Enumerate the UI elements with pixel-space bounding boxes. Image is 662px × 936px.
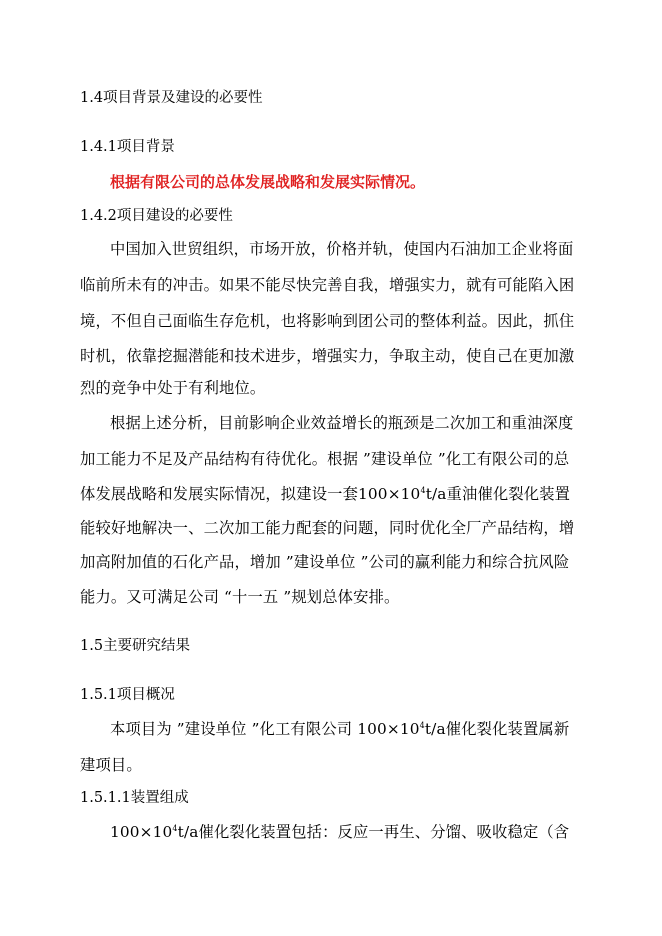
paragraph-4-line-1-part-a: 100×10 <box>110 823 173 841</box>
paragraph-2-line-1: 根据上述分析，目前影响企业效益增长的瓶颈是二次加工和重油深度 <box>110 414 574 432</box>
paragraph-2-line-3 <box>80 484 580 504</box>
paragraph-1-line-3: 境，不但自己面临生存危机，也将影响到团公司的整体利益。因此，抓住 <box>80 312 575 330</box>
paragraph-2-line-3-part-a: 体发展战略和发展实际情况，拟建设一套100×10 <box>80 485 421 503</box>
section-heading-1-4-2: 1.4.2项目建设的必要性 <box>80 208 233 224</box>
section-heading-1-4: 1.4项目背景及建设的必要性 <box>80 90 263 106</box>
section-heading-1-5: 1.5主要研究结果 <box>80 638 191 654</box>
paragraph-2-line-2: 加工能力不足及产品结构有待优化。根据 ”建设单位 ”化工有限公司的总 <box>80 450 570 468</box>
background-highlight-text: 根据有限公司的总体发展战略和发展实际情况。 <box>110 173 426 191</box>
paragraph-3-line-1-part-a: 本项目为 ”建设单位 ”化工有限公司 100×10 <box>110 720 420 738</box>
paragraph-4-line-1-part-b: t/a催化裂化装置包括：反应一再生、分馏、吸收稳定（含 <box>177 823 570 841</box>
paragraph-3-line-2: 建项目。 <box>80 756 142 774</box>
paragraph-2-line-5: 加高附加值的石化产品，增加 ”建设单位 ”公司的赢利能力和综合抗风险 <box>80 553 570 571</box>
section-heading-1-5-1-1: 1.5.1.1装置组成 <box>80 790 189 806</box>
paragraph-2-line-3-part-b: t/a重油催化裂化装置 <box>425 485 571 503</box>
paragraph-1-line-2: 临前所未有的冲击。如果不能尽快完善自我，增强实力，就有可能陷入困 <box>80 276 575 294</box>
section-heading-1-5-1: 1.5.1项目概况 <box>80 687 175 703</box>
section-heading-1-4-1: 1.4.1项目背景 <box>80 139 175 155</box>
paragraph-2-line-3-superscript: 4 <box>420 485 426 495</box>
paragraph-4-line-1 <box>110 822 610 842</box>
paragraph-3-line-1-superscript: 4 <box>419 720 425 730</box>
paragraph-2-line-6: 能力。又可满足公司 “十一五 ”规划总体安排。 <box>80 588 400 606</box>
paragraph-2-line-4: 能较好地解决一、二次加工能力配套的问题，同时优化全厂产品结构，增 <box>80 519 575 537</box>
paragraph-1-line-4: 时机，依靠挖掘潜能和技术进步，增强实力，争取主动，使自己在更加激 <box>80 347 575 365</box>
paragraph-1-line-1: 中国加入世贸组织，市场开放，价格并轨，使国内石油加工企业将面 <box>110 240 574 258</box>
paragraph-3-line-1-part-b: t/a催化裂化装置属新 <box>424 720 570 738</box>
paragraph-3-line-1 <box>110 719 610 739</box>
paragraph-4-line-1-superscript: 4 <box>172 823 178 833</box>
paragraph-1-line-5: 烈的竞争中处于有利地位。 <box>80 379 266 397</box>
